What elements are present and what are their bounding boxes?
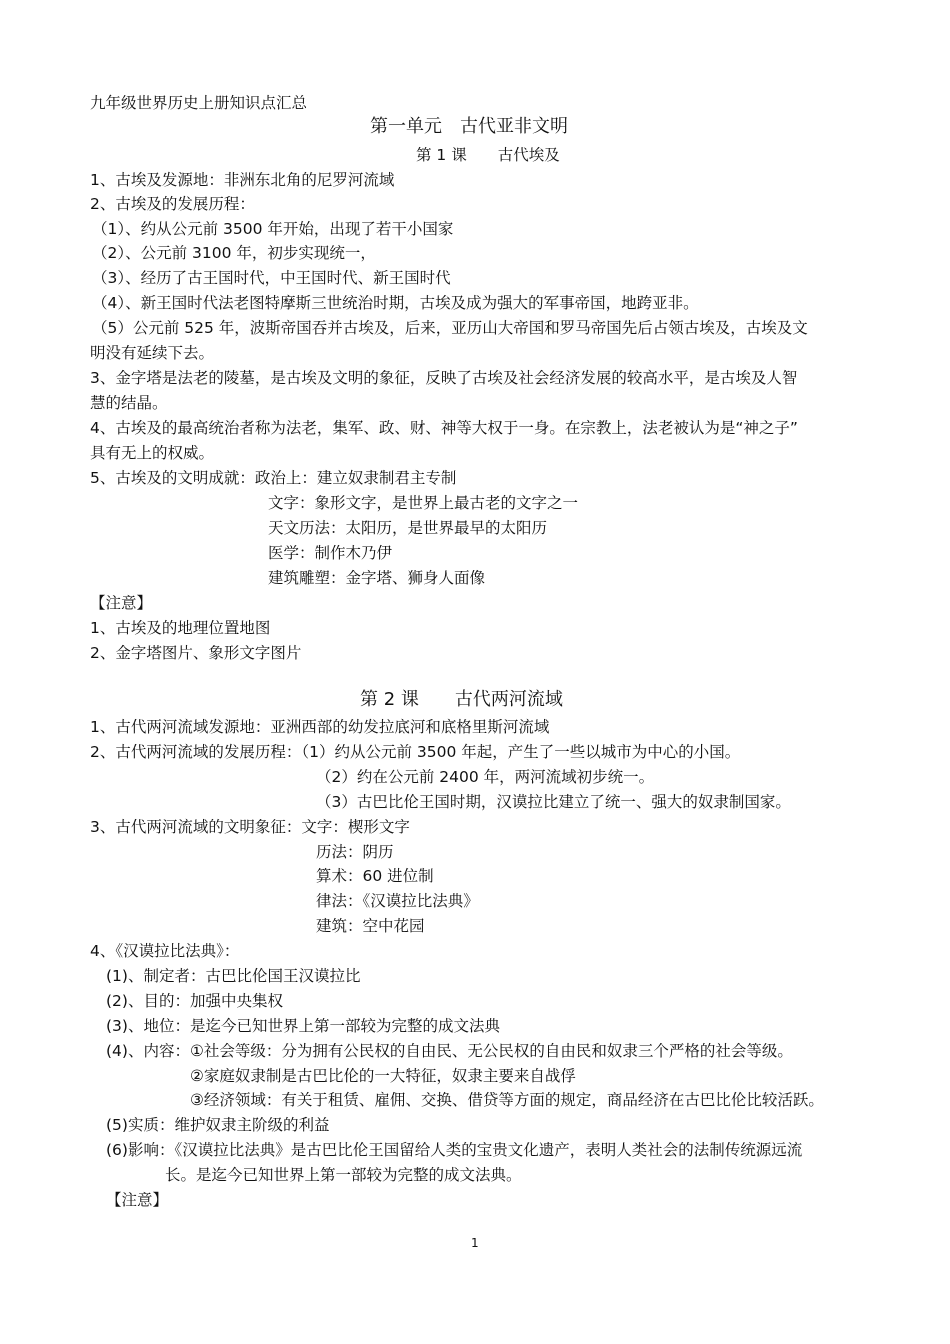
paragraph-line: （1）、约从公元前 3500 年开始，出现了若干小国家 — [92, 220, 454, 238]
paragraph-line: 算术：60 进位制 — [316, 867, 434, 885]
paragraph-line: （4）、新王国时代法老图特摩斯三世统治时期，古埃及成为强大的军事帝国，地跨亚非。 — [92, 294, 699, 312]
paragraph-line: (6)影响：《汉谟拉比法典》是古巴比伦王国留给人类的宝贵文化遗产，表明人类社会的法制传统源远流 — [106, 1141, 803, 1159]
paragraph-line: 2、金字塔图片、象形文字图片 — [90, 644, 302, 662]
paragraph-line: (4)、内容：①社会等级：分为拥有公民权的自由民、无公民权的自由民和奴隶三个严格的社会等级。 — [106, 1042, 793, 1060]
lesson2-title: 第 2 课 古代两河流域 — [360, 689, 563, 710]
paragraph-line: 3、古代两河流域的文明象征：文字：楔形文字 — [90, 818, 410, 836]
note-heading: 【注意】 — [90, 594, 153, 612]
paragraph-line: 明没有延续下去。 — [90, 344, 215, 362]
paragraph-line: 历法：阴历 — [316, 843, 394, 861]
paragraph-line: （3）古巴比伦王国时期，汉谟拉比建立了统一、强大的奴隶制国家。 — [316, 793, 791, 811]
unit-title: 第一单元 古代亚非文明 — [370, 116, 568, 137]
page-number: 1 — [471, 1236, 479, 1250]
paragraph-line: 建筑：空中花园 — [316, 917, 425, 935]
paragraph-line: 4、古埃及的最高统治者称为法老，集军、政、财、神等大权于一身。在宗教上，法老被认为是“神之子” — [90, 419, 798, 437]
paragraph-line: 1、古埃及发源地：非洲东北角的尼罗河流域 — [90, 171, 395, 189]
paragraph-line: 天文历法：太阳历，是世界最早的太阳历 — [268, 519, 548, 537]
document-title: 九年级世界历史上册知识点汇总 — [90, 94, 308, 112]
paragraph-line: 1、古代两河流域发源地：亚洲西部的幼发拉底河和底格里斯河流域 — [90, 718, 550, 736]
paragraph-line: 4、《汉谟拉比法典》： — [90, 942, 240, 960]
note-heading: 【注意】 — [106, 1191, 169, 1209]
paragraph-line: (5)实质：维护奴隶主阶级的利益 — [106, 1116, 330, 1134]
paragraph-line: (1)、制定者：古巴比伦国王汉谟拉比 — [106, 967, 361, 985]
paragraph-line: ③经济领域：有关于租赁、雇佣、交换、借贷等方面的规定，商品经济在古巴比伦比较活跃。 — [190, 1091, 824, 1109]
paragraph-line: (2)、目的：加强中央集权 — [106, 992, 283, 1010]
paragraph-line: （5）公元前 525 年，波斯帝国吞并古埃及，后来，亚历山大帝国和罗马帝国先后占领古埃及，古埃及文 — [92, 319, 808, 337]
paragraph-line: 长。是迄今已知世界上第一部较为完整的成文法典。 — [165, 1166, 522, 1184]
paragraph-line: 2、古埃及的发展历程： — [90, 195, 255, 213]
paragraph-line: （2）约在公元前 2400 年，两河流域初步统一。 — [316, 768, 655, 786]
paragraph-line: 5、古埃及的文明成就：政治上：建立奴隶制君主专制 — [90, 469, 457, 487]
paragraph-line: 1、古埃及的地理位置地图 — [90, 619, 271, 637]
paragraph-line: 2、古代两河流域的发展历程：（1）约从公元前 3500 年起，产生了一些以城市为中心的小国。 — [90, 743, 741, 761]
paragraph-line: 3、金字塔是法老的陵墓，是古埃及文明的象征，反映了古埃及社会经济发展的较高水平，是古埃及人智 — [90, 369, 798, 387]
paragraph-line: 具有无上的权威。 — [90, 444, 215, 462]
paragraph-line: (3)、地位：是迄今已知世界上第一部较为完整的成文法典 — [106, 1017, 500, 1035]
paragraph-line: 慧的结晶。 — [90, 394, 168, 412]
paragraph-line: （3）、经历了古王国时代，中王国时代、新王国时代 — [92, 269, 451, 287]
paragraph-line: 建筑雕塑：金字塔、狮身人面像 — [268, 569, 486, 587]
paragraph-line: ②家庭奴隶制是古巴比伦的一大特征，奴隶主要来自战俘 — [190, 1067, 576, 1085]
paragraph-line: 医学：制作木乃伊 — [268, 544, 393, 562]
paragraph-line: 律法：《汉谟拉比法典》 — [316, 892, 479, 910]
paragraph-line: 文字：象形文字，是世界上最古老的文字之一 — [268, 494, 579, 512]
paragraph-line: （2）、公元前 3100 年，初步实现统一， — [92, 244, 376, 262]
lesson1-title: 第 1 课 古代埃及 — [416, 146, 560, 164]
